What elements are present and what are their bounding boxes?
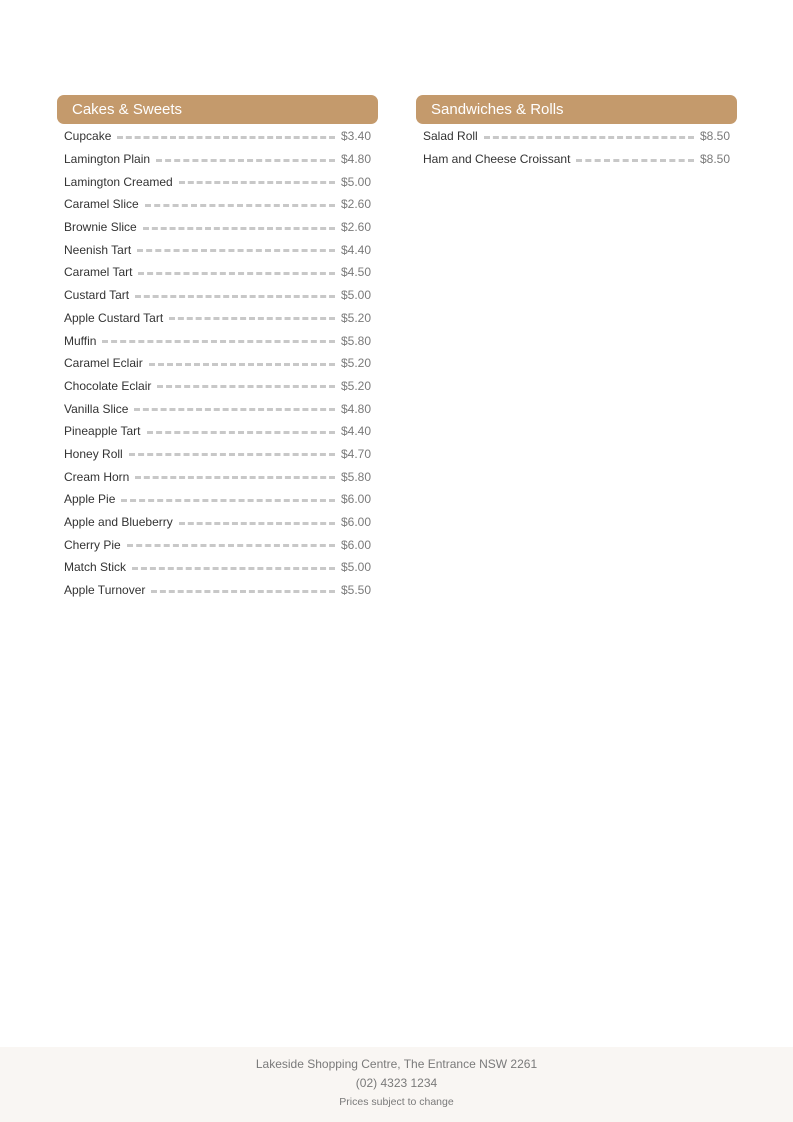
dotted-leader <box>179 522 335 525</box>
item-price: $4.40 <box>340 242 371 257</box>
menu-list <box>57 125 378 601</box>
dotted-leader <box>102 340 335 343</box>
footer-address: Lakeside Shopping Centre, The Entrance NSW 2261 <box>255 1057 538 1071</box>
item-name: Neenish Tart <box>64 242 132 257</box>
footer-note: Prices subject to change <box>339 1096 454 1108</box>
menu-item <box>57 443 378 466</box>
item-price: $4.70 <box>340 446 371 461</box>
item-price: $5.00 <box>340 560 371 575</box>
item-price: $6.00 <box>340 492 371 507</box>
item-name: Pineapple Tart <box>64 424 141 439</box>
item-price: $8.50 <box>699 129 730 144</box>
item-name: Lamington Plain <box>64 152 151 167</box>
menu-item <box>57 397 378 420</box>
section-sandwiches-rolls <box>416 95 737 170</box>
menu-item <box>57 238 378 261</box>
item-name: Brownie Slice <box>64 220 137 235</box>
dotted-leader <box>151 590 335 593</box>
dotted-leader <box>127 544 335 547</box>
menu-item <box>57 329 378 352</box>
dotted-leader <box>138 272 335 275</box>
item-name: Custard Tart <box>64 288 130 303</box>
dotted-leader <box>134 408 334 411</box>
menu-item <box>416 125 737 148</box>
item-name: Caramel Slice <box>64 197 139 212</box>
item-price: $2.60 <box>340 220 371 235</box>
footer <box>0 1047 793 1122</box>
menu-item <box>57 261 378 284</box>
item-price: $5.20 <box>340 356 371 371</box>
dotted-leader <box>129 453 335 456</box>
item-name: Ham and Cheese Croissant <box>423 152 571 167</box>
item-name: Lamington Creamed <box>64 174 173 189</box>
section-header: Sandwiches & Rolls <box>416 95 737 124</box>
dotted-leader <box>179 181 335 184</box>
menu-item <box>57 216 378 239</box>
menu-item <box>57 193 378 216</box>
menu-item <box>57 533 378 556</box>
dotted-leader <box>137 249 335 252</box>
menu-item <box>57 375 378 398</box>
item-name: Match Stick <box>64 560 127 575</box>
item-price: $6.00 <box>340 537 371 552</box>
menu-item <box>57 488 378 511</box>
item-price: $2.60 <box>340 197 371 212</box>
dotted-leader <box>143 227 335 230</box>
menu-item <box>57 170 378 193</box>
menu-item <box>57 125 378 148</box>
item-name: Apple and Blueberry <box>64 515 173 530</box>
item-name: Salad Roll <box>423 129 478 144</box>
dotted-leader <box>576 159 694 162</box>
dotted-leader <box>135 476 335 479</box>
item-price: $5.50 <box>340 583 371 598</box>
menu-item <box>57 511 378 534</box>
item-name: Apple Custard Tart <box>64 310 164 325</box>
item-name: Cherry Pie <box>64 537 121 552</box>
item-price: $5.00 <box>340 288 371 303</box>
item-name: Caramel Eclair <box>64 356 143 371</box>
item-price: $8.50 <box>699 152 730 167</box>
item-name: Apple Pie <box>64 492 116 507</box>
menu-item <box>57 465 378 488</box>
footer-phone: (02) 4323 1234 <box>355 1076 438 1090</box>
item-name: Muffin <box>64 333 97 348</box>
section-cakes-sweets <box>57 95 378 601</box>
dotted-leader <box>157 385 335 388</box>
menu-item <box>416 148 737 171</box>
menu-item <box>57 307 378 330</box>
item-price: $5.80 <box>340 469 371 484</box>
dotted-leader <box>147 431 335 434</box>
item-price: $5.00 <box>340 174 371 189</box>
menu-item <box>57 352 378 375</box>
item-name: Chocolate Eclair <box>64 378 152 393</box>
dotted-leader <box>156 159 335 162</box>
item-name: Honey Roll <box>64 446 123 461</box>
dotted-leader <box>117 136 335 139</box>
item-name: Caramel Tart <box>64 265 133 280</box>
item-name: Apple Turnover <box>64 583 146 598</box>
dotted-leader <box>121 499 335 502</box>
item-price: $4.40 <box>340 424 371 439</box>
dotted-leader <box>169 317 335 320</box>
item-price: $5.80 <box>340 333 371 348</box>
section-header: Cakes & Sweets <box>57 95 378 124</box>
dotted-leader <box>149 363 335 366</box>
menu-item <box>57 420 378 443</box>
item-price: $4.50 <box>340 265 371 280</box>
item-price: $3.40 <box>340 129 371 144</box>
menu-item <box>57 579 378 602</box>
dotted-leader <box>135 295 335 298</box>
menu-item <box>57 148 378 171</box>
item-name: Cream Horn <box>64 469 130 484</box>
item-price: $6.00 <box>340 515 371 530</box>
menu-list <box>416 125 737 170</box>
menu-item <box>57 284 378 307</box>
item-price: $5.20 <box>340 310 371 325</box>
item-price: $4.80 <box>340 152 371 167</box>
item-name: Cupcake <box>64 129 112 144</box>
item-price: $4.80 <box>340 401 371 416</box>
dotted-leader <box>145 204 335 207</box>
menu-item <box>57 556 378 579</box>
dotted-leader <box>484 136 694 139</box>
item-price: $5.20 <box>340 378 371 393</box>
item-name: Vanilla Slice <box>64 401 129 416</box>
dotted-leader <box>132 567 335 570</box>
